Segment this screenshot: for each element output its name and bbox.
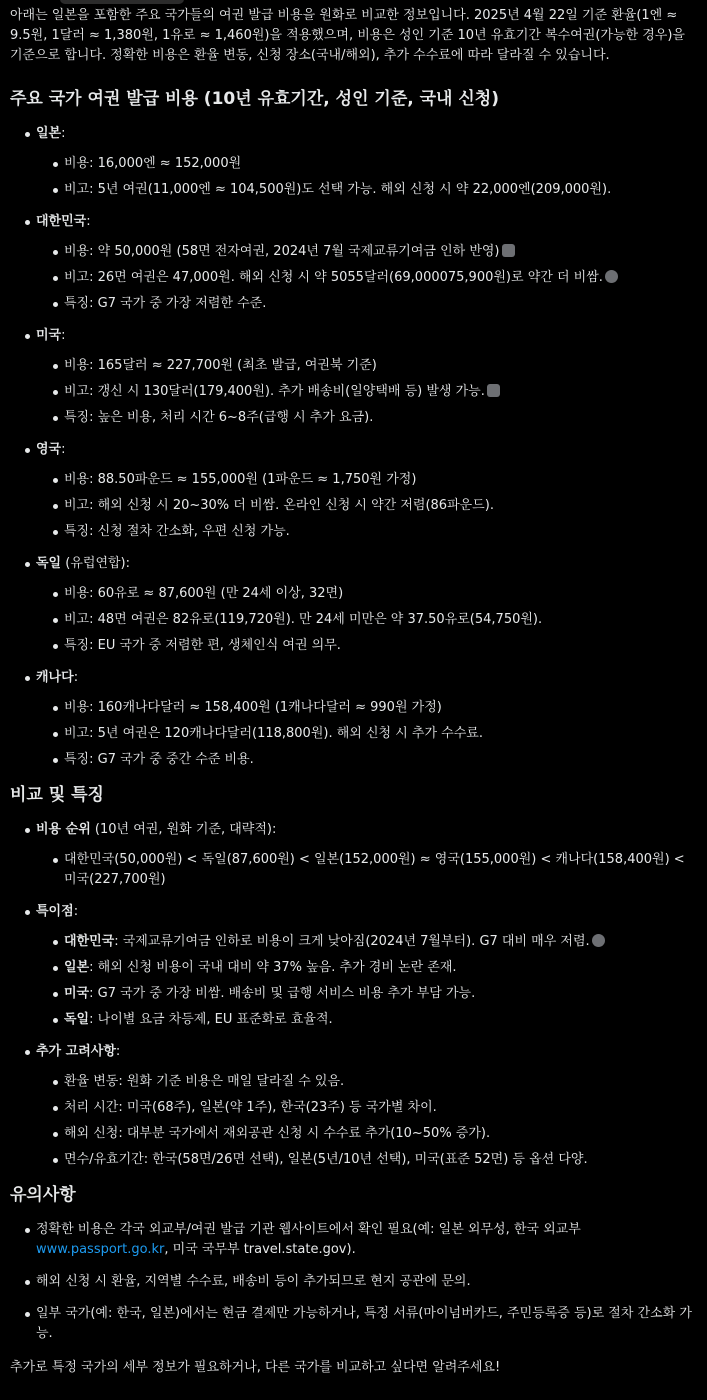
citation-icon[interactable] [487,384,500,397]
list-item: 정확한 비용은 각국 외교부/여권 발급 기관 웹사이트에서 확인 필요(예: 일본 외무성, 한국 외교부 www.passport.go.kr, 미국 국무부 travel.state.gov). [10,1220,700,1260]
country-uk: 영국: 비용: 88.50파운드 ≈ 155,000원 (1파운드 ≈ 1,750원 가정) 비고: 해외 신청 시 20~30% 더 비쌈. 온라인 신청 시 약간 저렴(86파운드). 특징: 신청 절차 간소화, 우편 신청 가능. [10,440,700,542]
list-item: 비고: 갱신 시 130달러(179,400원). 추가 배송비(일양택배 등) 발생 가능. [36,382,700,402]
list-item: 특징: EU 국가 중 저렴한 편, 생체인식 여권 의무. [36,636,700,656]
cost-ranking: 비용 순위 (10년 여권, 원화 기준, 대략적): 대한민국(50,000원) < 독일(87,600원) < 일본(152,000원) ≈ 영국(155,000원) < 캐나다(158,400원) < 미국(227,700원) [10,820,700,890]
list-item: 해외 신청: 대부분 국가에서 재외공관 신청 시 수수료 추가(10~50% 증가). [36,1124,700,1144]
citation-icon[interactable] [502,244,515,257]
list-item: 특징: G7 국가 중 중간 수준 비용. [36,750,700,770]
list-item: 환율 변동: 원화 기준 비용은 매일 달라질 수 있음. [36,1072,700,1092]
list-item: 미국: G7 국가 중 가장 비쌈. 배송비 및 급행 서비스 비용 추가 부담 가능. [36,984,700,1004]
list-item: 독일: 나이별 요금 차등제, EU 표준화로 효율적. [36,1010,700,1030]
citation-icon[interactable] [605,270,618,283]
country-name: 독일 [36,556,62,571]
list-item: 면수/유효기간: 한국(58면/26면 선택), 일본(5년/10년 선택), 미국(표준 52면) 등 옵션 다양. [36,1150,700,1170]
list-item: 특징: 신청 절차 간소화, 우편 신청 가능. [36,522,700,542]
country-name: 대한민국 [36,214,87,229]
list-item: 특징: 높은 비용, 처리 시간 6~8주(급행 시 추가 요금). [36,408,700,428]
citation-icon[interactable] [592,934,605,947]
list-item: 특징: G7 국가 중 가장 저렴한 수준. [36,294,700,314]
section-heading-costs: 주요 국가 여권 발급 비용 (10년 유효기간, 성인 기준, 국내 신청) [10,89,500,109]
country-korea: 대한민국: 비용: 약 50,000원 (58면 전자여권, 2024년 7월 국제교류기여금 인하 반영) 비고: 26면 여권은 47,000원. 해외 신청 시 약 5055달러(69,000075,900원)로 약간 더 비쌈. 특징: G7 국가 중 가장 저렴한 수준. [10,212,700,314]
country-japan: 일본: 비용: 16,000엔 ≈ 152,000원 비고: 5년 여권(11,000엔 ≈ 104,500원)도 선택 가능. 해외 신청 시 약 22,000엔(209,000원). [10,124,700,200]
list-item: 일본: 해외 신청 비용이 국내 대비 약 37% 높음. 추가 경비 논란 존재. [36,958,700,978]
closing-paragraph: 추가로 특정 국가의 세부 정보가 필요하거나, 다른 국가를 비교하고 싶다면 알려주세요! [10,1360,501,1375]
list-item: 비고: 5년 여권은 120캐나다달러(118,800원). 해외 신청 시 추가 수수료. [36,724,700,744]
country-name: 영국 [36,442,62,457]
intro-paragraph: 아래는 일본을 포함한 주요 국가들의 여권 발급 비용을 원화로 비교한 정보입니다. 2025년 4월 22일 기준 환율(1엔 ≈ 9.5원, 1달러 ≈ 1,380원, 1유로 ≈ 1,460원)을 적용했으며, 비용은 성인 기준 10년 유효기간 복수여권(가능한 경우)을 기준으로 합니다. 정확한 비용은 환율 변동, 신청 장소(국내/해외), 추가 수수료에 따라 달라질 수 있습니다. [10,8,685,63]
list-item: 대한민국: 국제교류기여금 인하로 비용이 크게 낮아짐(2024년 7월부터). G7 대비 매우 저렴. [36,932,700,952]
comparison-list [10,820,700,1170]
scroll-top-bar [60,0,184,4]
list-item: 처리 시간: 미국(68주), 일본(약 1주), 한국(23주) 등 국가별 차이. [36,1098,700,1118]
list-item: 비고: 26면 여권은 47,000원. 해외 신청 시 약 5055달러(69,000075,900원)로 약간 더 비쌈. [36,268,700,288]
list-item: 대한민국(50,000원) < 독일(87,600원) < 일본(152,000원) ≈ 영국(155,000원) < 캐나다(158,400원) < 미국(227,700원) [36,850,700,890]
list-item: 비용: 88.50파운드 ≈ 155,000원 (1파운드 ≈ 1,750원 가정) [36,470,700,490]
notes-list [10,1220,700,1344]
country-name: 캐나다 [36,670,74,685]
section-heading-notes: 유의사항 [10,1185,76,1205]
passport-link[interactable]: www.passport.go.kr [36,1242,165,1257]
country-germany: 독일 (유럽연합): 비용: 60유로 ≈ 87,600원 (만 24세 이상, 32면) 비고: 48면 여권은 82유로(119,720원). 만 24세 미만은 약 37.50유로(54,750원). 특징: EU 국가 중 저렴한 편, 생체인식 여권 의무. [10,554,700,656]
list-item: 비용: 165달러 ≈ 227,700원 (최초 발급, 여권북 기준) [36,356,700,376]
list-item: 비고: 48면 여권은 82유로(119,720원). 만 24세 미만은 약 37.50유로(54,750원). [36,610,700,630]
chat-response [10,6,700,1398]
list-item: 비용: 160캐나다달러 ≈ 158,400원 (1캐나다달러 ≈ 990원 가정) [36,698,700,718]
country-usa: 미국: 비용: 165달러 ≈ 227,700원 (최초 발급, 여권북 기준) 비고: 갱신 시 130달러(179,400원). 추가 배송비(일양택배 등) 발생 가능. 특징: 높은 비용, 처리 시간 6~8주(급행 시 추가 요금). [10,326,700,428]
features: 특이점: 대한민국: 국제교류기여금 인하로 비용이 크게 낮아짐(2024년 7월부터). G7 대비 매우 저렴. 일본: 해외 신청 비용이 국내 대비 약 37% 높음. 추가 경비 논란 존재. 미국: G7 국가 중 가장 비쌈. 배송비 및 급행 서비스 비용 추가 부담 가능. 독일: 나이별 요금 차등제, EU 표준화로 효율적. [10,902,700,1030]
country-list [10,124,700,770]
list-item: 비용: 약 50,000원 (58면 전자여권, 2024년 7월 국제교류기여금 인하 반영) [36,242,700,262]
section-heading-comparison: 비교 및 특징 [10,785,104,805]
list-item: 해외 신청 시 환율, 지역별 수수료, 배송비 등이 추가되므로 현지 공관에 문의. [10,1272,700,1292]
list-item: 비용: 16,000엔 ≈ 152,000원 [36,154,700,174]
country-name: 미국 [36,328,62,343]
list-item: 비용: 60유로 ≈ 87,600원 (만 24세 이상, 32면) [36,584,700,604]
country-name: 일본 [36,126,62,141]
list-item: 비고: 해외 신청 시 20~30% 더 비쌈. 온라인 신청 시 약간 저렴(86파운드). [36,496,700,516]
list-item: 일부 국가(예: 한국, 일본)에서는 현금 결제만 가능하거나, 특정 서류(마이넘버카드, 주민등록증 등)로 절차 간소화 가능. [10,1304,700,1344]
list-item: 비고: 5년 여권(11,000엔 ≈ 104,500원)도 선택 가능. 해외 신청 시 약 22,000엔(209,000원). [36,180,700,200]
country-canada: 캐나다: 비용: 160캐나다달러 ≈ 158,400원 (1캐나다달러 ≈ 990원 가정) 비고: 5년 여권은 120캐나다달러(118,800원). 해외 신청 시 추가 수수료. 특징: G7 국가 중 중간 수준 비용. [10,668,700,770]
considerations: 추가 고려사항: 환율 변동: 원화 기준 비용은 매일 달라질 수 있음. 처리 시간: 미국(68주), 일본(약 1주), 한국(23주) 등 국가별 차이. 해외 신청: 대부분 국가에서 재외공관 신청 시 수수료 추가(10~50% 증가). 면수/유효기간: 한국(58면/26면 선택), 일본(5년/10년 선택), 미국(표준 52면) 등 옵션 다양. [10,1042,700,1170]
